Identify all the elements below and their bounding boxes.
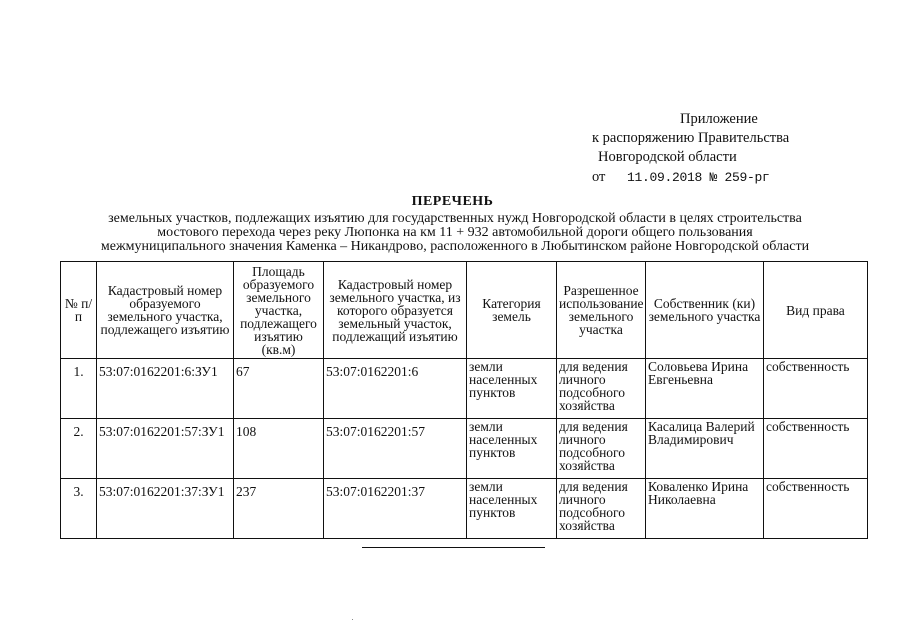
document-title: ПЕРЕЧЕНЬ [411, 194, 494, 209]
header-usage: Разрешенное использование земельного участка [557, 262, 646, 359]
header-owner: Собственник (ки) земельного участка [646, 262, 764, 359]
row-source-cadastral: 53:07:0162201:37 [324, 479, 467, 539]
row-owner: Соловьева Ирина Евгеньевна [646, 359, 764, 419]
header-right: Вид права [764, 262, 868, 359]
row-owner: Коваленко Ирина Николаевна [646, 479, 764, 539]
appendix-date-prefix: от [592, 169, 606, 185]
row-new-cadastral: 53:07:0162201:57:ЗУ1 [97, 419, 234, 479]
scan-speck [352, 619, 353, 620]
row-area: 108 [234, 419, 324, 479]
row-num: 1. [61, 359, 97, 419]
document-subtitle [40, 212, 870, 254]
row-right: собственность [764, 359, 868, 419]
row-new-cadastral: 53:07:0162201:37:ЗУ1 [97, 479, 234, 539]
row-usage: для ведения личного подсобного хозяйства [557, 359, 646, 419]
row-num: 3. [61, 479, 97, 539]
subtitle-line-1: земельных участков, подлежащих изъятию для государственных нужд Новгородской области в целях строительства [108, 211, 802, 226]
row-area: 237 [234, 479, 324, 539]
row-usage: для ведения личного подсобного хозяйства [557, 479, 646, 539]
row-source-cadastral: 53:07:0162201:6 [324, 359, 467, 419]
header-new-cadastral: Кадастровый номер образуемого земельного участка, подлежащего изъятию [97, 262, 234, 359]
appendix-line-order: к распоряжению Правительства [592, 130, 790, 146]
row-right: собственность [764, 479, 868, 539]
end-rule [362, 547, 545, 548]
header-area: Площадь образуемого земельного участка, подлежащего изъятию (кв.м) [234, 262, 324, 359]
row-new-cadastral: 53:07:0162201:6:ЗУ1 [97, 359, 234, 419]
row-owner: Касалица Валерий Владимирович [646, 419, 764, 479]
row-usage: для ведения личного подсобного хозяйства [557, 419, 646, 479]
row-category: земли населенных пунктов [467, 359, 557, 419]
appendix-line-region: Новгородской области [598, 149, 737, 165]
table-row [61, 479, 868, 539]
subtitle-line-3: межмуниципального значения Каменка – Никандрово, расположенного в Любытинском районе Новгородской области [100, 239, 810, 254]
appendix-date-line [592, 168, 789, 187]
land-plots-table [60, 261, 868, 539]
table-row [61, 359, 868, 419]
appendix-title: Приложение [680, 111, 758, 127]
table-row [61, 419, 868, 479]
row-category: земли населенных пунктов [467, 419, 557, 479]
row-category: земли населенных пунктов [467, 479, 557, 539]
row-num: 2. [61, 419, 97, 479]
appendix-date-value: 11.09.2018 № 259-рг [627, 170, 770, 185]
header-category: Категория земель [467, 262, 557, 359]
row-area: 67 [234, 359, 324, 419]
row-right: собственность [764, 419, 868, 479]
table-header-row [61, 262, 868, 359]
header-num: № п/п [61, 262, 97, 359]
row-source-cadastral: 53:07:0162201:57 [324, 419, 467, 479]
subtitle-line-2: мостового перехода через реку Люпонка на км 11 + 932 автомобильной дороги общего пользования [157, 225, 753, 240]
header-source-cadastral: Кадастровый номер земельного участка, из которого образуется земельный участок, подлежащий изъятию [324, 262, 467, 359]
appendix-block [592, 110, 789, 187]
